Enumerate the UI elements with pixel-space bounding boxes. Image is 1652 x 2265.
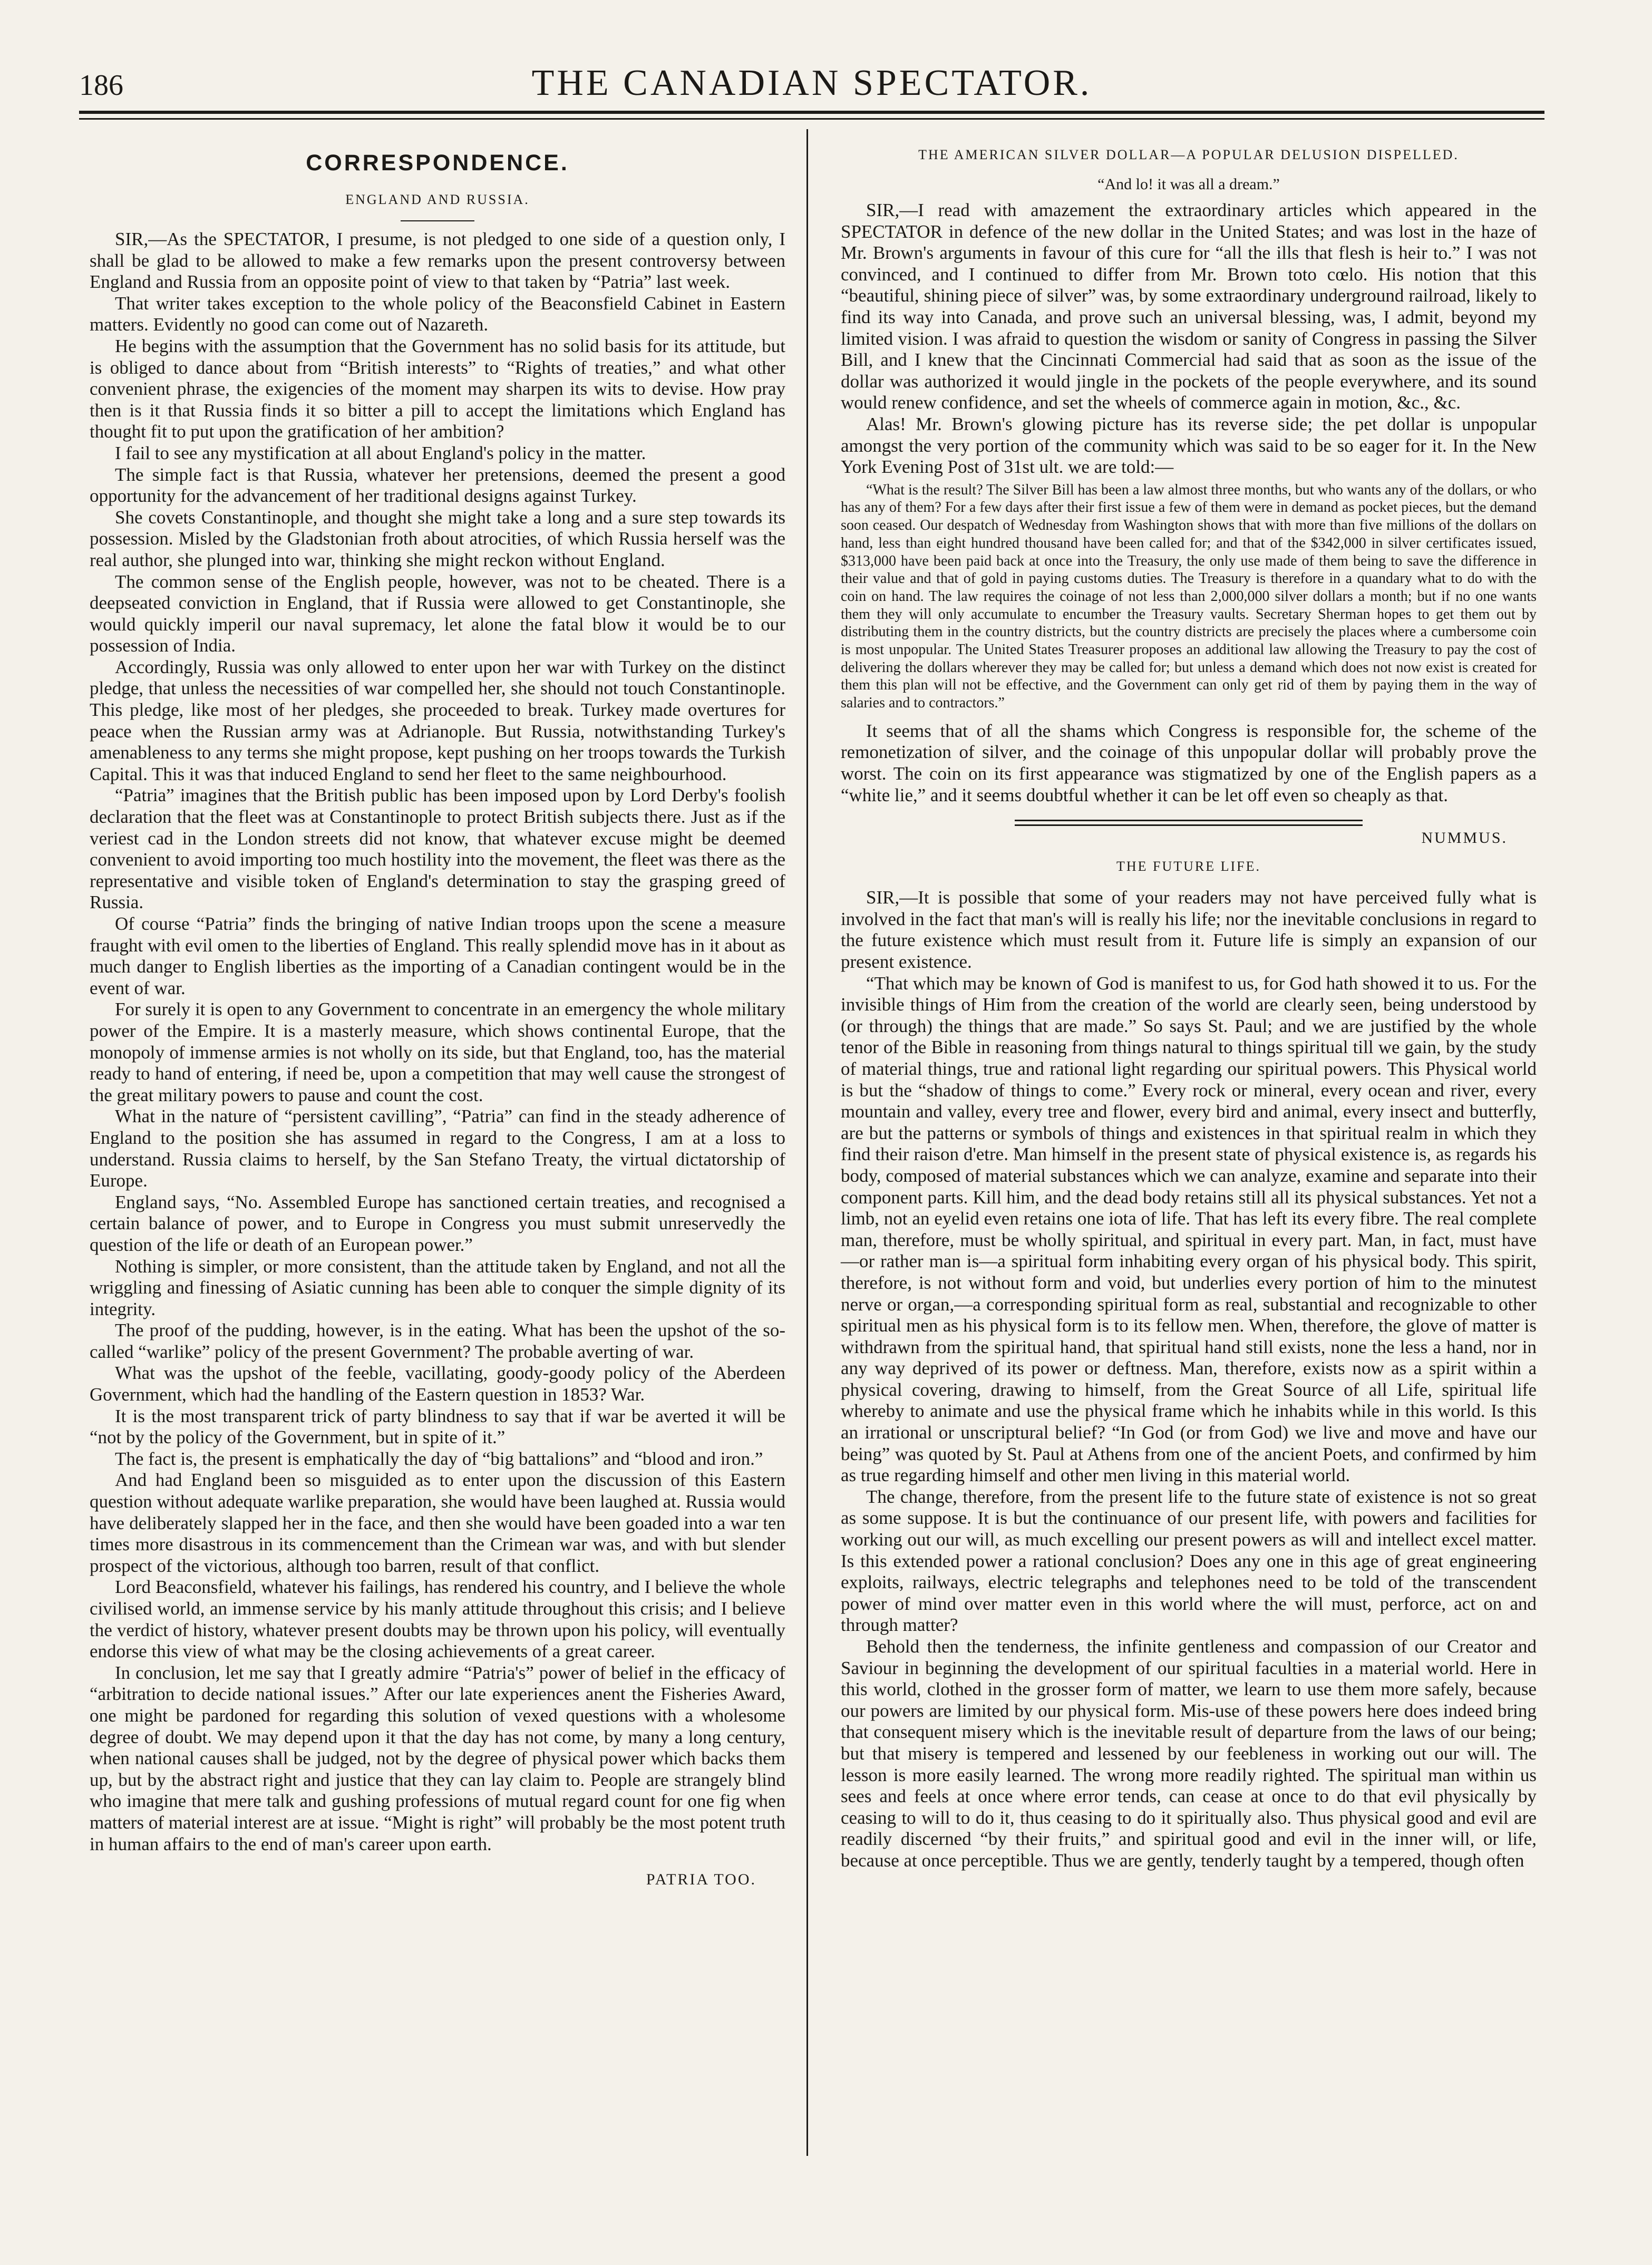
paragraph: Of course “Patria” finds the bringing of native Indian troops upon the scene a measure fraught with evil omen to the liberties of England. This really splendid move has in it about as much danger to English liberties as the importing of a Canadian contingent would be in the event of war. <box>90 913 785 998</box>
paragraph: For surely it is open to any Government to concentrate in an emergency the whole military power of the Empire. It is a masterly measure, which shows continental Europe, that the monopoly of immense armies is not wholly on its side, but that England, too, has the material ready to hand of entering, if need be, upon a competition that may well cause the strongest of the great military powers to pause and count the cost. <box>90 999 785 1105</box>
header-rule-thin <box>79 118 1544 120</box>
paragraph: SIR,—I read with amazement the extraordinary articles which appeared in the SPECTATOR in defence of the new dollar in the United States; and was lost in the haze of Mr. Brown's arguments in favour of this cure for “all the ills that flesh is heir to.” I was not convinced, and I continued to differ from Mr. Brown toto cœlo. His notion that this “beautiful, shining piece of silver” was, by some extraordinary underground railroad, likely to find its way into Canada, and prove such an universal blessing, was, I admit, beyond my limited vision. I was afraid to question the wisdom or sanity of Congress in passing the Silver Bill, and I knew that the Cincinnati Commercial had said that as soon as the issue of the dollar was authorized it would jingle in the pockets of the people everywhere, and its sound would renew confidence, and set the wheels of commerce again in motion, &c., &c. <box>841 200 1537 413</box>
paragraph: Nothing is simpler, or more consistent, than the attitude taken by England, and not all the wriggling and finessing of Asiatic cunning has been able to conquer the simple dignity of its integrity. <box>90 1256 785 1319</box>
section-heading: CORRESPONDENCE. <box>306 150 569 176</box>
paragraph: And had England been so misguided as to enter upon the discussion of this Eastern question without adequate warlike preparation, she would have been laughed at. Russia would have deliberately slapped her in the face, and then she would have been goaded into a war ten times more disastrous in its commencement than the Crimean war was, and with but slender prospect of the victorious, although too barren, result of that conflict. <box>90 1470 785 1576</box>
paragraph: Lord Beaconsfield, whatever his failings, has rendered his country, and I believe the whole civilised world, an immense service by his manly attitude throughout this crisis; and I believe the verdict of history, whatever present doubts may be thrown upon his policy, will eventually endorse this view of what may be the closing achievements of a great career. <box>90 1577 785 1662</box>
page-number: 186 <box>79 69 123 102</box>
letter-body <box>90 229 785 1855</box>
letter-signature: PATRIA TOO. <box>646 1871 756 1889</box>
letter-body <box>841 887 1537 1871</box>
paragraph: The common sense of the English people, however, was not to be cheated. There is a deepseated conviction in England, that if Russia were allowed to get Constantinople, she would quickly imperil our naval supremacy, let alone the fatal blow it would be to our possession of India. <box>90 571 785 656</box>
paragraph: “Patria” imagines that the British public has been imposed upon by Lord Derby's foolish declaration that the fleet was at Constantinople to protect British subjects there. Just as if the veriest cad in the London streets did not know, that whatever excuse might be deemed convenient to avoid importing too much hostility into the movement, the fleet was there as the representative and visible token of England's determination to stay the grasping greed of Russia. <box>90 785 785 913</box>
left-column <box>90 134 785 1889</box>
paragraph: The change, therefore, from the present life to the future state of existence is not so great as some suppose. It is but the continuance of our present life, with powers and facilities for working out our will, as much excelling our present powers as will and intellect excel matter. Is this extended power a rational conclusion? Does any one in this age of great engineering exploits, railways, electric telegraphs and telephones need to be told of the transcendent power of mind over matter even in this world where the will must, perforce, act on and through matter? <box>841 1486 1537 1636</box>
paragraph: I fail to see any mystification at all about England's policy in the matter. <box>115 442 646 463</box>
paragraph: SIR,—It is possible that some of your readers may not have perceived fully what is involved in the fact that man's will is really his life; nor the inevitable conclusions in regard to the future existence which must result from it. Future life is simply an expansion of our present existence. <box>841 887 1537 973</box>
paragraph: The proof of the pudding, however, is in the eating. What has been the upshot of the so-called “warlike” policy of the present Government? The probable averting of war. <box>90 1320 785 1362</box>
paragraph: That writer takes exception to the whole policy of the Beaconsfield Cabinet in Eastern matters. Evidently no good can come out of Nazareth. <box>90 293 785 335</box>
paragraph: What was the upshot of the feeble, vacillating, goody-goody policy of the Aberdeen Government, which had the handling of the Eastern question in 1853? War. <box>90 1363 785 1405</box>
letter-body <box>841 200 1537 478</box>
header-rule-thick <box>79 111 1544 114</box>
paragraph: It seems that of all the shams which Congress is responsible for, the scheme of the remonetization of silver, and the coinage of this unpopular dollar will probably prove the worst. The coin on its first appearance was stigmatized by one of the English papers as a “white lie,” and it seems doubtful whether it can be let off even so cheaply as that. <box>841 720 1537 805</box>
paragraph: SIR,—As the SPECTATOR, I presume, is not pledged to one side of a question only, I shall be glad to be allowed to make a few remarks upon the present controversy between England and Russia from an opposite point of view to that taken by “Patria” last week. <box>90 229 785 293</box>
paragraph: Accordingly, Russia was only allowed to enter upon her war with Turkey on the distinct pledge, that unless the necessities of war compelled her, she should not touch Constantinople. This pledge, like most of her pledges, she proceeded to break. Turkey made overtures for peace when the Russian army was at Adrianople. But Russia, notwithstanding Turkey's amenableness to any terms she might propose, kept pushing on her troops towards the Turkish Capital. This it was that induced England to send her fleet to the same neighbourhood. <box>90 656 785 784</box>
short-rule <box>401 220 474 221</box>
page-header <box>79 42 1544 105</box>
letter-title: ENGLAND AND RUSSIA. <box>345 192 530 207</box>
letter-motto: “And lo! it was all a dream.” <box>1097 176 1280 193</box>
paragraph: The fact is, the present is emphatically the day of “big battalions” and “blood and iron.” <box>115 1448 763 1469</box>
paragraph: In conclusion, let me say that I greatly admire “Patria's” power of belief in the efficacy of “arbitration to decide national issues.” After our late experiences anent the Fisheries Award, one might be pardoned for regarding this solution of vexed questions with a wholesome degree of doubt. We may depend upon it that the day has not come, by many a long century, when national causes shall be judged, not by the degree of physical power which backs them up, but by the abstract right and justice that they can lay claim to. People are strangely blind who imagine that mere talk and gushing professions of mutual regard count for one fig when matters of material interest are at issue. “Might is right” will probably be the most potent truth in human affairs to the end of man's career upon earth. <box>90 1662 785 1854</box>
publication-title: THE CANADIAN SPECTATOR. <box>531 63 1092 103</box>
letter-body-continued <box>841 721 1537 806</box>
paragraph: She covets Constantinople, and thought she might take a long and a sure step towards its possession. Misled by the Gladstonian froth about atrocities, of which Russia herself was the real author, she plunged into war, thinking she might reckon without England. <box>90 507 785 570</box>
column-divider <box>806 129 808 2156</box>
paragraph: England says, “No. Assembled Europe has sanctioned certain treaties, and recognised a certain balance of power, and to Europe in Congress you must submit unreservedly the question of the life or death of an European power.” <box>90 1191 785 1255</box>
paragraph: Behold then the tenderness, the infinite gentleness and compassion of our Creator and Saviour in beginning the development of our spiritual faculties in a material world. Here in this world, clothed in the grosser form of matter, we learn to use them more safely, because our powers are limited by our physical form. Mis-use of these powers here does indeed bring that consequent misery which is the inevitable result of departure from the laws of our being; but that misery is tempered and lessened by our feebleness in working out our will. The lesson is more easily learned. The wrong more readily righted. The spiritual man within us sees and feels at once where error tends, can cease at once to do that evil physically by ceasing to will to do it, thus ceasing to do it spiritually also. Thus physical good and evil are readily discerned “by their fruits,” and spiritual good and evil in the inner will, or life, because at once perceptible. Thus we are gently, tenderly taught by a tempered, though often <box>841 1636 1537 1871</box>
newspaper-page <box>79 26 1544 2230</box>
double-rule <box>1015 820 1363 826</box>
right-column <box>841 134 1537 1872</box>
letter-title: THE FUTURE LIFE. <box>1116 859 1261 874</box>
paragraph: What in the nature of “persistent cavilling”, “Patria” can find in the steady adherence of England to the position she has assumed in regard to the Congress, I am at a loss to understand. Russia claims to herself, by the San Stefano Treaty, the virtual dictatorship of Europe. <box>90 1106 785 1191</box>
quoted-extract: “What is the result? The Silver Bill has been a law almost three months, but who wants any of the dollars, or who has any of them? For a few days after their first issue a few of them were in demand as pocket pieces, but the demand soon ceased. Our despatch of Wednesday from Washington shows that with more than five millions of the dollars on hand, less than eight hundred thousand have been called for; and that of the $342,000 in silver certificates issued, $313,000 have been paid back at once into the Treasury, the only use made of them being to save the difference in their value and that of gold in paying customs duties. The Treasury is therefore in a quandary what to do with the coin on hand. The law requires the coinage of not less than 2,000,000 silver dollars a month; but if no one wants them they will only accumulate to encumber the Treasury vaults. Secretary Sherman hopes to get them out by distributing them in the country districts, but the country districts are precisely the places where a cumbersome coin is most unpopular. The United States Treasurer proposes an additional law allowing the Treasury to pay the cost of delivering the dollars wherever they may be called for; but unless a demand which does not now exist is created for them this plan will not be effective, and the Government can only get rid of them by paying them in the way of salaries and to contractors.” <box>841 481 1537 712</box>
paragraph: The simple fact is that Russia, whatever her pretensions, deemed the present a good opportunity for the advancement of her traditional designs against Turkey. <box>90 464 785 507</box>
paragraph: Alas! Mr. Brown's glowing picture has its reverse side; the pet dollar is unpopular amongst the very portion of the community which was said to be so eager for it. In the New York Evening Post of 31st ult. we are told:— <box>841 413 1537 478</box>
paragraph: He begins with the assumption that the Government has no solid basis for its attitude, but is obliged to dance about from “British interests” to “Rights of treaties,” and what other convenient phrase, the exigencies of the moment may sharpen its wits to devise. How pray then is it that Russia finds it so bitter a pill to accept the limitations which England has thought fit to put upon the gratification of her ambition? <box>90 335 785 442</box>
letter-title: THE AMERICAN SILVER DOLLAR—A POPULAR DELUSION DISPELLED. <box>918 147 1459 162</box>
paragraph: “That which may be known of God is manifest to us, for God hath showed it to us. For the invisible things of Him from the creation of the world are clearly seen, being understood by (or through) the things that are made.” So says St. Paul; and we are justified by the whole tenor of the Bible in reasoning from things natural to things spiritual till we gain, by the study of material things, true and rational light regarding our spiritual powers. This Physical world is but the “shadow of things to come.” Every rock or mineral, every ocean and river, every mountain and valley, every tree and flower, every bird and animal, every insect and butterfly, are but the patterns or symbols of things and existences in that spiritual realm in which they find their raison d'etre. Man himself in the present state of physical existence is, as regards his body, composed of material substances which we can analyze, examine and separate into their component parts. Kill him, and the dead body retains still all its physical substances. Yet not a limb, not an eyelid even retains one iota of life. That has left its every fibre. The real complete man, therefore, must be wholly spiritual, and spiritual in every part. Man, in fact, must have—or rather man is—a spiritual form inhabiting every organ of his physical body. This spirit, therefore, is not without form and void, but underlies every portion of him to the minutest nerve or organ,—a corresponding spiritual form as real, substantial and recognizable to other spiritual men as his physical form is to its fellow men. When, therefore, the glove of matter is withdrawn from the spiritual hand, that spiritual hand still exists, none the less a hand, nor in any way deprived of its power or deftness. Man, therefore, exists now as a spirit within a physical covering, drawing to himself, from the Great Source of all Life, spiritual life whereby to animate and use the physical frame which he inhabits while in this world. Is this an irrational or unscriptural belief? “In God (or from God) we live and move and have our being” was quoted by St. Paul at Athens from one of the ancient Poets, and confirmed by him as true regarding himself and other men living in this material world. <box>841 973 1537 1486</box>
letter-signature: NUMMUS. <box>1421 829 1508 847</box>
paragraph: It is the most transparent trick of party blindness to say that if war be averted it will be “not by the policy of the Government, but in spite of it.” <box>90 1405 785 1448</box>
